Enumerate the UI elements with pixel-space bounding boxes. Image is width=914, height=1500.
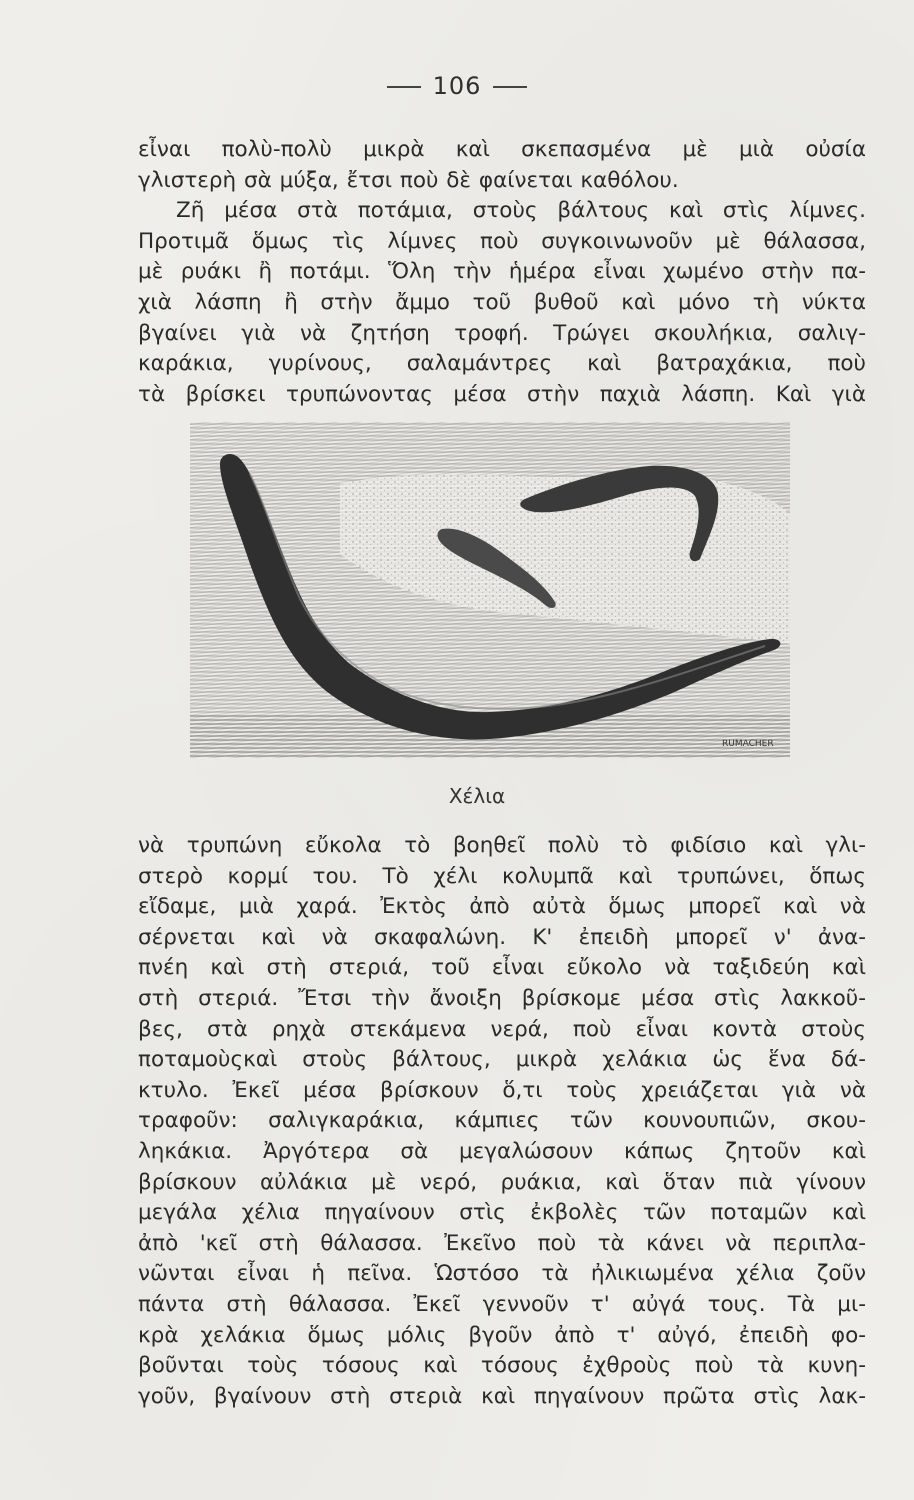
text-line: βες, στὰ ρηχὰ στεκάμενα νερά, ποὺ εἶναι κοντὰ στοὺς	[138, 1016, 866, 1042]
text-line: βρίσκουν αὐλάκια μὲ νερό, ρυάκια, καὶ ὅταν πιὰ γίνουν	[138, 1169, 866, 1195]
text-line: μὲ ρυάκι ἢ ποτάμι. Ὅλη τὴν ἡμέρα εἶναι χωμένο στὴν πα-	[138, 259, 866, 285]
dash-right	[493, 86, 527, 88]
text-line: πνέη καὶ στὴ στεριά, τοῦ εἶναι εὔκολο νὰ ταξιδεύη καὶ	[138, 955, 866, 981]
text-line: ἀπὸ 'κεῖ στὴ θάλασσα. Ἐκεῖνο ποὺ τὰ κάνει νὰ περιπλα-	[138, 1230, 866, 1256]
page-number-header	[0, 72, 914, 100]
text-line: στερὸ κορμί του. Τὸ χέλι κολυμπᾶ καὶ τρυπώνει, ὅπως	[138, 863, 866, 889]
text-line: κτυλο. Ἐκεῖ μέσα βρίσκουν ὅ,τι τοὺς χρειάζεται γιὰ νὰ	[138, 1077, 866, 1103]
paragraph-1	[138, 135, 866, 410]
text-line: χιὰ λάσπη ἢ στὴν ἄμμο τοῦ βυθοῦ καὶ μόνο τὴ νύκτα	[138, 289, 866, 315]
text-line: πάντα στὴ θάλασσα. Ἐκεῖ γεννοῦν τ' αὐγά τους. Τὰ μι-	[138, 1291, 866, 1317]
text-line: γοῦν, βγαίνουν στὴ στεριὰ καὶ πηγαίνουν πρῶτα στὶς λακ-	[138, 1383, 866, 1409]
text-line: κρὰ χελάκια ὅμως μόλις βγοῦν ἀπὸ τ' αὐγό, ἐπειδὴ φο-	[138, 1322, 866, 1348]
text-line: στὴ στεριά. Ἔτσι τὴν ἄνοιξη βρίσκομε μέσα στὶς λακκοῦ-	[138, 985, 866, 1011]
text-line: τραφοῦν: σαλιγκαράκια, κάμπιες τῶν κουνουπιῶν, σκου-	[138, 1108, 866, 1134]
paragraph-2	[138, 831, 866, 1412]
text-line: καράκια, γυρίνους, σαλαμάντρες καὶ βατραχάκια, ποὺ	[138, 351, 866, 377]
page-number: 106	[432, 72, 482, 100]
text-line: γλιστερὴ σὰ μύξα, ἔτσι ποὺ δὲ φαίνεται καθόλου.	[138, 167, 679, 193]
text-line: τὰ βρίσκει τρυπώνοντας μέσα στὴν παχιὰ λάσπη. Καὶ γιὰ	[138, 381, 866, 407]
text-line: εἶναι πολὺ-πολὺ μικρὰ καὶ σκεπασμένα μὲ μιὰ οὐσία	[138, 137, 866, 162]
text-line: νὰ τρυπώνη εὔκολα τὸ βοηθεῖ πολὺ τὸ φιδίσιο καὶ γλι-	[138, 833, 866, 858]
eel-engraving	[190, 414, 790, 764]
dash-left	[387, 86, 421, 88]
figure-caption: Χέλια	[448, 784, 506, 808]
text-line: μεγάλα χέλια πηγαίνουν στὶς ἐκβολὲς τῶν ποταμῶν καὶ	[138, 1200, 866, 1226]
text-line: ληκάκια. Ἀργότερα σὰ μεγαλώσουν κάπως ζητοῦν καὶ	[138, 1138, 866, 1164]
eel-illustration	[190, 414, 790, 764]
text-line: Προτιμᾶ ὅμως τὶς λίμνες ποὺ συγκοινωνοῦν μὲ θάλασσα,	[138, 228, 866, 254]
text-line: Ζῆ μέσα στὰ ποτάμια, στοὺς βάλτους καὶ στὶς λίμνες.	[176, 198, 866, 224]
text-line: εἴδαμε, μιὰ χαρά. Ἐκτὸς ἀπὸ αὐτὰ ὅμως μπορεῖ καὶ νὰ	[138, 894, 866, 920]
text-line: σέρνεται καὶ νὰ σκαφαλώνη. Κ' ἐπειδὴ μπορεῖ ν' ἀνα-	[138, 924, 866, 950]
text-line: βοῦνται τοὺς τόσους καὶ τόσους ἐχθροὺς ποὺ τὰ κυνη-	[138, 1353, 866, 1379]
text-line: ποταμοὺςκαὶ στοὺς βάλτους, μικρὰ χελάκια ὡς ἕνα δά-	[138, 1047, 866, 1073]
engraver-signature: RUMACHER	[722, 739, 774, 749]
text-line: βγαίνει γιὰ νὰ ζητήση τροφή. Τρώγει σκουλήκια, σαλιγ-	[138, 320, 866, 346]
text-line: νῶνται εἶναι ἡ πεῖνα. Ὡστόσο τὰ ἠλικιωμένα χέλια ζοῦν	[138, 1261, 866, 1287]
